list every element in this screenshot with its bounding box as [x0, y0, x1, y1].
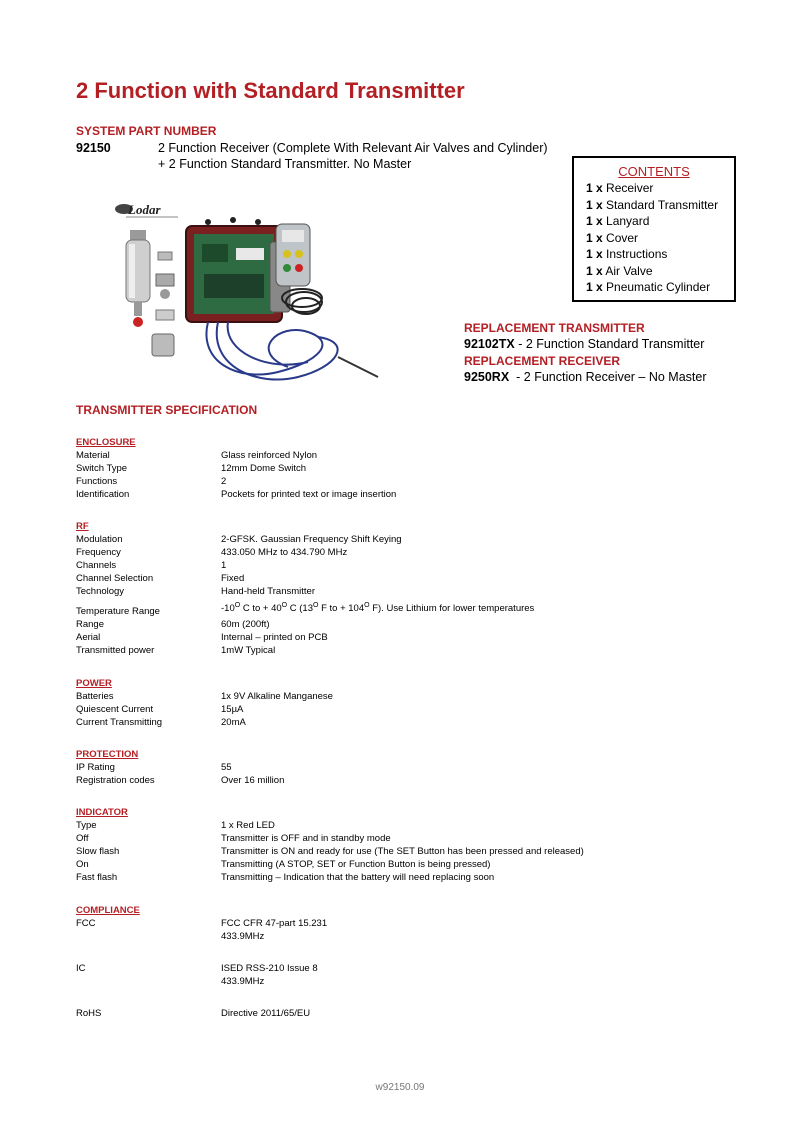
spec-label: Temperature Range: [76, 606, 160, 617]
spec-value: Glass reinforced Nylon: [221, 450, 318, 461]
spec-value: ISED RSS-210 Issue 8: [221, 963, 318, 974]
standard-transmitter: [276, 224, 310, 286]
spec-label: Frequency: [76, 547, 121, 558]
spec-label: Channel Selection: [76, 573, 154, 584]
spec-value: 60m (200ft): [221, 619, 270, 630]
spec-value: 1: [221, 560, 227, 571]
contents-item: 1 x Lanyard: [586, 214, 650, 228]
spec-label: Aerial: [76, 632, 101, 643]
contents-item: 1 x Receiver: [586, 181, 654, 195]
spec-value: 433.9MHz: [221, 931, 265, 942]
spec-label: Registration codes: [76, 775, 155, 786]
replacement-receiver-line: 9250RX - 2 Function Receiver – No Master: [464, 370, 707, 384]
spec-label: Fast flash: [76, 872, 118, 883]
lodar-logo: [115, 202, 178, 217]
spec-label: FCC: [76, 918, 96, 929]
page-title: 2 Function with Standard Transmitter: [76, 78, 465, 103]
receiver-box: [186, 217, 282, 322]
system-part-number: 92150: [76, 141, 111, 155]
contents-box: [572, 156, 736, 302]
product-photo: [108, 192, 438, 392]
spec-value: 2-GFSK. Gaussian Frequency Shift Keying: [221, 534, 402, 545]
spec-label: Type: [76, 820, 97, 831]
replacement-transmitter-line: 92102TX - 2 Function Standard Transmitter: [464, 337, 705, 351]
spec-label: Batteries: [76, 691, 114, 702]
section-compliance-title: COMPLIANCE: [76, 905, 140, 916]
spec-value: 433.050 MHz to 434.790 MHz: [221, 547, 348, 558]
air-valve-fittings: [152, 252, 174, 356]
spec-value: 1x 9V Alkaline Manganese: [221, 691, 333, 702]
spec-value: 2: [221, 476, 227, 487]
spec-value: 12mm Dome Switch: [221, 463, 306, 474]
system-part-heading: SYSTEM PART NUMBER: [76, 124, 217, 138]
spec-label: Functions: [76, 476, 118, 487]
contents-item: 1 x Cover: [586, 230, 639, 245]
pneumatic-cylinder: [126, 230, 150, 327]
spec-heading: TRANSMITTER SPECIFICATION: [76, 403, 258, 417]
contents-list: [586, 180, 734, 296]
spec-label: Current Transmitting: [76, 717, 163, 728]
section-power-title: POWER: [76, 678, 112, 689]
svg-text:Lodar: Lodar: [128, 202, 161, 217]
spec-value: Transmitter is OFF and in standby mode: [221, 833, 391, 844]
spec-label: RoHS: [76, 1008, 102, 1019]
spec-value: Internal – printed on PCB: [221, 632, 328, 643]
spec-label: Channels: [76, 560, 117, 571]
section-indicator-title: INDICATOR: [76, 807, 128, 818]
system-desc-line2: + 2 Function Standard Transmitter. No Master: [158, 157, 412, 171]
spec-value: Hand-held Transmitter: [221, 586, 315, 597]
spec-label: Technology: [76, 586, 125, 597]
section-protection-title: PROTECTION: [76, 749, 139, 760]
section-rf-title: RF: [76, 521, 89, 532]
spec-label: Slow flash: [76, 846, 120, 857]
spec-label: Switch Type: [76, 463, 128, 474]
temperature-range-value: $-10^O$ C to + $40^O$ C ($13^O$ F to + $104^O$ F). Use Lithium for lower temperatures: [221, 602, 535, 615]
spec-value: 1mW Typical: [221, 645, 276, 656]
spec-value: 1 x Red LED: [221, 820, 275, 831]
spec-value: 433.9MHz: [221, 976, 265, 987]
contents-item: 1 x Pneumatic Cylinder: [586, 280, 711, 294]
spec-value: Fixed: [221, 573, 245, 584]
contents-item: 1 x Instructions: [586, 247, 668, 261]
spec-label: Quiescent Current: [76, 704, 154, 715]
spec-label: IP Rating: [76, 762, 115, 773]
section-enclosure-title: ENCLOSURE: [76, 437, 136, 448]
spec-value: Pockets for printed text or image insertion: [221, 489, 397, 500]
spec-label: Range: [76, 619, 104, 630]
spec-value: Directive 2011/65/EU: [221, 1008, 311, 1019]
spec-value: Transmitting – Indication that the battery will need replacing soon: [221, 872, 495, 883]
spec-label: Material: [76, 450, 110, 461]
spec-value: 15µA: [221, 704, 244, 715]
contents-item: 1 x Standard Transmitter: [586, 197, 719, 212]
spec-value: Transmitting (A STOP, SET or Function Button is being pressed): [221, 859, 491, 870]
spec-value: 20mA: [221, 717, 246, 728]
spec-value: FCC CFR 47-part 15.231: [221, 918, 328, 929]
spec-label: On: [76, 859, 89, 870]
replacement-receiver-heading: REPLACEMENT RECEIVER: [464, 354, 621, 368]
contents-title: CONTENTS: [618, 164, 690, 179]
system-desc-line1: 2 Function Receiver (Complete With Relevant Air Valves and Cylinder): [158, 141, 548, 155]
spec-value: 55: [221, 762, 232, 773]
replacement-transmitter-heading: REPLACEMENT TRANSMITTER: [464, 321, 645, 335]
receiver-cables: [206, 322, 378, 380]
spec-label: Off: [76, 833, 89, 844]
spec-label: IC: [76, 963, 86, 974]
spec-label: Transmitted power: [76, 645, 155, 656]
document-code: w92150.09: [375, 1082, 425, 1093]
spec-label: Identification: [76, 489, 130, 500]
spec-value: Over 16 million: [221, 775, 285, 786]
spec-value: Transmitter is ON and ready for use (The SET Button has been pressed and released): [221, 846, 584, 857]
spec-label: Modulation: [76, 534, 123, 545]
contents-item: 1 x Air Valve: [586, 263, 653, 278]
